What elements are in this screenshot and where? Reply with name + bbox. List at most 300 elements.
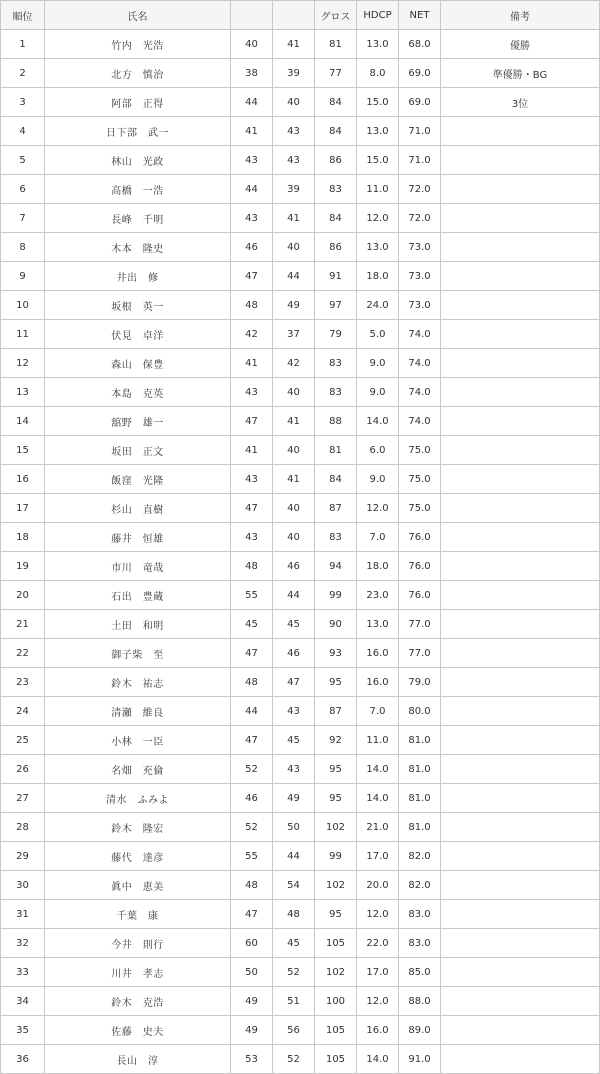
table-row: [1, 88, 600, 117]
cell-rank: 25: [1, 726, 45, 755]
table-row: [1, 465, 600, 494]
cell-remarks: 準優勝・BG: [441, 59, 600, 88]
cell-rank: 35: [1, 1016, 45, 1045]
cell-rank: 22: [1, 639, 45, 668]
cell-remarks: [441, 842, 600, 871]
table-row: [1, 233, 600, 262]
cell-hdcp: 24.0: [357, 291, 399, 320]
cell-remarks: [441, 581, 600, 610]
cell-name: 千葉 康: [45, 900, 231, 929]
header-gross: グロス: [315, 1, 357, 30]
cell-out: 46: [231, 233, 273, 262]
cell-out: 48: [231, 552, 273, 581]
cell-rank: 4: [1, 117, 45, 146]
cell-out: 48: [231, 668, 273, 697]
cell-remarks: [441, 320, 600, 349]
cell-out: 60: [231, 929, 273, 958]
cell-net: 73.0: [399, 262, 441, 291]
cell-in: 49: [273, 784, 315, 813]
cell-in: 46: [273, 639, 315, 668]
cell-rank: 24: [1, 697, 45, 726]
cell-in: 47: [273, 668, 315, 697]
cell-remarks: [441, 929, 600, 958]
cell-name: 日下部 武一: [45, 117, 231, 146]
cell-hdcp: 8.0: [357, 59, 399, 88]
table-row: [1, 581, 600, 610]
cell-hdcp: 5.0: [357, 320, 399, 349]
table-row: [1, 117, 600, 146]
cell-remarks: [441, 233, 600, 262]
cell-hdcp: 16.0: [357, 639, 399, 668]
cell-rank: 14: [1, 407, 45, 436]
cell-in: 41: [273, 30, 315, 59]
cell-hdcp: 14.0: [357, 755, 399, 784]
cell-net: 75.0: [399, 494, 441, 523]
cell-in: 46: [273, 552, 315, 581]
cell-name: 藤井 恒雄: [45, 523, 231, 552]
cell-remarks: [441, 726, 600, 755]
cell-hdcp: 11.0: [357, 175, 399, 204]
table-row: [1, 378, 600, 407]
cell-out: 47: [231, 726, 273, 755]
table-row: [1, 697, 600, 726]
cell-out: 42: [231, 320, 273, 349]
cell-net: 72.0: [399, 175, 441, 204]
cell-name: 藤代 達彦: [45, 842, 231, 871]
cell-remarks: [441, 1045, 600, 1074]
cell-gross: 81: [315, 436, 357, 465]
cell-rank: 32: [1, 929, 45, 958]
cell-gross: 86: [315, 233, 357, 262]
cell-out: 55: [231, 842, 273, 871]
cell-remarks: [441, 668, 600, 697]
cell-out: 48: [231, 291, 273, 320]
table-row: [1, 610, 600, 639]
table-row: [1, 204, 600, 233]
cell-out: 49: [231, 987, 273, 1016]
cell-in: 40: [273, 378, 315, 407]
cell-name: 長山 淳: [45, 1045, 231, 1074]
cell-out: 48: [231, 871, 273, 900]
cell-name: 坂根 英一: [45, 291, 231, 320]
cell-remarks: [441, 407, 600, 436]
cell-out: 47: [231, 639, 273, 668]
cell-out: 41: [231, 117, 273, 146]
cell-out: 49: [231, 1016, 273, 1045]
cell-rank: 17: [1, 494, 45, 523]
cell-gross: 95: [315, 784, 357, 813]
cell-rank: 19: [1, 552, 45, 581]
cell-gross: 95: [315, 755, 357, 784]
cell-out: 50: [231, 958, 273, 987]
cell-hdcp: 9.0: [357, 378, 399, 407]
cell-gross: 81: [315, 30, 357, 59]
cell-name: 舘野 雄一: [45, 407, 231, 436]
cell-net: 72.0: [399, 204, 441, 233]
cell-net: 71.0: [399, 117, 441, 146]
cell-out: 43: [231, 146, 273, 175]
cell-out: 43: [231, 465, 273, 494]
cell-in: 48: [273, 900, 315, 929]
cell-name: 清瀬 維良: [45, 697, 231, 726]
table-row: [1, 523, 600, 552]
cell-out: 44: [231, 175, 273, 204]
cell-remarks: [441, 349, 600, 378]
cell-net: 69.0: [399, 59, 441, 88]
cell-out: 44: [231, 88, 273, 117]
cell-hdcp: 14.0: [357, 407, 399, 436]
table-row: [1, 813, 600, 842]
cell-name: 鈴木 隆宏: [45, 813, 231, 842]
cell-gross: 100: [315, 987, 357, 1016]
cell-name: 井出 修: [45, 262, 231, 291]
cell-remarks: [441, 639, 600, 668]
cell-hdcp: 13.0: [357, 610, 399, 639]
cell-in: 39: [273, 175, 315, 204]
cell-out: 41: [231, 349, 273, 378]
cell-gross: 102: [315, 958, 357, 987]
cell-name: 石出 豊蔵: [45, 581, 231, 610]
table-row: [1, 552, 600, 581]
cell-hdcp: 18.0: [357, 262, 399, 291]
cell-out: 47: [231, 407, 273, 436]
cell-hdcp: 23.0: [357, 581, 399, 610]
cell-remarks: 優勝: [441, 30, 600, 59]
cell-rank: 23: [1, 668, 45, 697]
cell-hdcp: 15.0: [357, 146, 399, 175]
cell-out: 40: [231, 30, 273, 59]
cell-hdcp: 21.0: [357, 813, 399, 842]
cell-remarks: [441, 900, 600, 929]
cell-name: 杉山 直樹: [45, 494, 231, 523]
cell-net: 75.0: [399, 436, 441, 465]
cell-remarks: [441, 494, 600, 523]
cell-net: 88.0: [399, 987, 441, 1016]
cell-rank: 33: [1, 958, 45, 987]
cell-rank: 20: [1, 581, 45, 610]
cell-rank: 15: [1, 436, 45, 465]
cell-net: 77.0: [399, 639, 441, 668]
cell-in: 56: [273, 1016, 315, 1045]
cell-hdcp: 9.0: [357, 349, 399, 378]
cell-name: 鈴木 祐志: [45, 668, 231, 697]
cell-rank: 5: [1, 146, 45, 175]
cell-rank: 1: [1, 30, 45, 59]
cell-gross: 84: [315, 117, 357, 146]
table-row: [1, 320, 600, 349]
cell-hdcp: 12.0: [357, 900, 399, 929]
cell-hdcp: 17.0: [357, 842, 399, 871]
cell-rank: 13: [1, 378, 45, 407]
table-row: [1, 784, 600, 813]
cell-name: 土田 和明: [45, 610, 231, 639]
table-row: [1, 842, 600, 871]
cell-rank: 2: [1, 59, 45, 88]
cell-name: 北方 慎治: [45, 59, 231, 88]
header-row: [1, 1, 600, 30]
cell-net: 91.0: [399, 1045, 441, 1074]
cell-in: 49: [273, 291, 315, 320]
cell-rank: 29: [1, 842, 45, 871]
cell-gross: 84: [315, 465, 357, 494]
cell-remarks: [441, 146, 600, 175]
cell-out: 47: [231, 262, 273, 291]
cell-remarks: [441, 465, 600, 494]
cell-in: 40: [273, 436, 315, 465]
table-row: [1, 929, 600, 958]
cell-in: 51: [273, 987, 315, 1016]
cell-name: 高橋 一浩: [45, 175, 231, 204]
cell-name: 市川 竜哉: [45, 552, 231, 581]
cell-rank: 7: [1, 204, 45, 233]
table-row: [1, 349, 600, 378]
cell-in: 45: [273, 610, 315, 639]
cell-gross: 99: [315, 842, 357, 871]
cell-net: 89.0: [399, 1016, 441, 1045]
cell-gross: 83: [315, 523, 357, 552]
cell-net: 69.0: [399, 88, 441, 117]
cell-net: 76.0: [399, 552, 441, 581]
cell-out: 43: [231, 204, 273, 233]
cell-remarks: [441, 871, 600, 900]
cell-hdcp: 12.0: [357, 204, 399, 233]
cell-remarks: [441, 755, 600, 784]
cell-name: 小林 一臣: [45, 726, 231, 755]
cell-hdcp: 7.0: [357, 697, 399, 726]
cell-gross: 102: [315, 813, 357, 842]
table-row: [1, 146, 600, 175]
table-row: [1, 175, 600, 204]
cell-net: 73.0: [399, 233, 441, 262]
cell-gross: 105: [315, 929, 357, 958]
cell-remarks: [441, 117, 600, 146]
table-row: [1, 726, 600, 755]
cell-remarks: [441, 813, 600, 842]
cell-out: 52: [231, 755, 273, 784]
cell-remarks: [441, 436, 600, 465]
cell-gross: 105: [315, 1016, 357, 1045]
cell-name: 伏見 卓洋: [45, 320, 231, 349]
cell-gross: 90: [315, 610, 357, 639]
cell-name: 本島 克英: [45, 378, 231, 407]
header-in: [273, 1, 315, 30]
table-row: [1, 59, 600, 88]
table-row: [1, 494, 600, 523]
cell-gross: 83: [315, 378, 357, 407]
cell-hdcp: 11.0: [357, 726, 399, 755]
cell-name: 御子柴 至: [45, 639, 231, 668]
table-row: [1, 436, 600, 465]
table-row: [1, 668, 600, 697]
cell-in: 54: [273, 871, 315, 900]
table-row: [1, 1045, 600, 1074]
cell-rank: 3: [1, 88, 45, 117]
table-row: [1, 958, 600, 987]
cell-in: 39: [273, 59, 315, 88]
cell-out: 38: [231, 59, 273, 88]
cell-net: 83.0: [399, 929, 441, 958]
cell-remarks: [441, 697, 600, 726]
cell-remarks: [441, 175, 600, 204]
cell-net: 77.0: [399, 610, 441, 639]
header-rank: 順位: [1, 1, 45, 30]
cell-remarks: [441, 291, 600, 320]
header-hdcp: HDCP: [357, 1, 399, 30]
cell-net: 80.0: [399, 697, 441, 726]
cell-name: 木本 隆史: [45, 233, 231, 262]
cell-name: 名畑 充倫: [45, 755, 231, 784]
cell-remarks: [441, 610, 600, 639]
cell-name: 竹内 光浩: [45, 30, 231, 59]
cell-gross: 77: [315, 59, 357, 88]
cell-remarks: [441, 784, 600, 813]
cell-in: 43: [273, 697, 315, 726]
cell-net: 71.0: [399, 146, 441, 175]
cell-gross: 87: [315, 494, 357, 523]
cell-hdcp: 13.0: [357, 233, 399, 262]
cell-name: 眞中 恵美: [45, 871, 231, 900]
cell-name: 佐藤 史夫: [45, 1016, 231, 1045]
cell-rank: 9: [1, 262, 45, 291]
cell-gross: 94: [315, 552, 357, 581]
header-net: NET: [399, 1, 441, 30]
cell-net: 76.0: [399, 581, 441, 610]
cell-rank: 8: [1, 233, 45, 262]
cell-remarks: [441, 523, 600, 552]
cell-gross: 95: [315, 668, 357, 697]
cell-gross: 99: [315, 581, 357, 610]
cell-hdcp: 14.0: [357, 784, 399, 813]
cell-hdcp: 9.0: [357, 465, 399, 494]
cell-remarks: [441, 958, 600, 987]
cell-name: 鈴木 克浩: [45, 987, 231, 1016]
cell-hdcp: 16.0: [357, 668, 399, 697]
cell-net: 83.0: [399, 900, 441, 929]
cell-name: 阿部 正得: [45, 88, 231, 117]
cell-out: 55: [231, 581, 273, 610]
cell-out: 47: [231, 900, 273, 929]
cell-name: 坂田 正文: [45, 436, 231, 465]
cell-net: 81.0: [399, 784, 441, 813]
cell-in: 50: [273, 813, 315, 842]
cell-gross: 93: [315, 639, 357, 668]
cell-out: 44: [231, 697, 273, 726]
cell-rank: 30: [1, 871, 45, 900]
cell-gross: 86: [315, 146, 357, 175]
cell-out: 43: [231, 523, 273, 552]
table-row: [1, 987, 600, 1016]
table-row: [1, 30, 600, 59]
cell-name: 川井 孝志: [45, 958, 231, 987]
cell-gross: 88: [315, 407, 357, 436]
cell-rank: 11: [1, 320, 45, 349]
cell-gross: 92: [315, 726, 357, 755]
cell-gross: 79: [315, 320, 357, 349]
cell-in: 40: [273, 233, 315, 262]
cell-net: 81.0: [399, 813, 441, 842]
cell-net: 74.0: [399, 407, 441, 436]
cell-in: 45: [273, 929, 315, 958]
table-row: [1, 407, 600, 436]
cell-remarks: [441, 552, 600, 581]
table-row: [1, 871, 600, 900]
cell-remarks: [441, 262, 600, 291]
cell-in: 44: [273, 842, 315, 871]
cell-rank: 12: [1, 349, 45, 378]
table-row: [1, 900, 600, 929]
cell-gross: 84: [315, 204, 357, 233]
cell-out: 43: [231, 378, 273, 407]
cell-in: 40: [273, 523, 315, 552]
cell-gross: 83: [315, 175, 357, 204]
cell-net: 81.0: [399, 755, 441, 784]
table-row: [1, 1016, 600, 1045]
header-name: 氏名: [45, 1, 231, 30]
cell-in: 41: [273, 407, 315, 436]
cell-gross: 91: [315, 262, 357, 291]
cell-hdcp: 14.0: [357, 1045, 399, 1074]
cell-in: 44: [273, 262, 315, 291]
header-out: [231, 1, 273, 30]
cell-hdcp: 17.0: [357, 958, 399, 987]
cell-rank: 28: [1, 813, 45, 842]
cell-in: 41: [273, 204, 315, 233]
cell-net: 68.0: [399, 30, 441, 59]
cell-net: 76.0: [399, 523, 441, 552]
cell-hdcp: 16.0: [357, 1016, 399, 1045]
cell-out: 53: [231, 1045, 273, 1074]
cell-remarks: [441, 1016, 600, 1045]
cell-remarks: [441, 378, 600, 407]
cell-rank: 6: [1, 175, 45, 204]
cell-net: 82.0: [399, 871, 441, 900]
cell-name: 林山 光政: [45, 146, 231, 175]
cell-gross: 84: [315, 88, 357, 117]
cell-rank: 21: [1, 610, 45, 639]
cell-net: 74.0: [399, 378, 441, 407]
cell-gross: 83: [315, 349, 357, 378]
cell-in: 43: [273, 117, 315, 146]
cell-net: 74.0: [399, 349, 441, 378]
cell-remarks: [441, 987, 600, 1016]
cell-rank: 26: [1, 755, 45, 784]
cell-net: 82.0: [399, 842, 441, 871]
cell-in: 37: [273, 320, 315, 349]
cell-rank: 36: [1, 1045, 45, 1074]
cell-gross: 97: [315, 291, 357, 320]
cell-name: 清水 ふみよ: [45, 784, 231, 813]
cell-net: 85.0: [399, 958, 441, 987]
cell-name: 長峰 千明: [45, 204, 231, 233]
cell-hdcp: 12.0: [357, 494, 399, 523]
cell-gross: 105: [315, 1045, 357, 1074]
cell-rank: 31: [1, 900, 45, 929]
cell-in: 40: [273, 88, 315, 117]
cell-gross: 102: [315, 871, 357, 900]
cell-out: 41: [231, 436, 273, 465]
cell-hdcp: 13.0: [357, 30, 399, 59]
cell-rank: 18: [1, 523, 45, 552]
cell-in: 42: [273, 349, 315, 378]
cell-net: 75.0: [399, 465, 441, 494]
cell-net: 79.0: [399, 668, 441, 697]
cell-rank: 27: [1, 784, 45, 813]
cell-out: 45: [231, 610, 273, 639]
cell-in: 41: [273, 465, 315, 494]
cell-hdcp: 15.0: [357, 88, 399, 117]
cell-in: 45: [273, 726, 315, 755]
cell-out: 46: [231, 784, 273, 813]
